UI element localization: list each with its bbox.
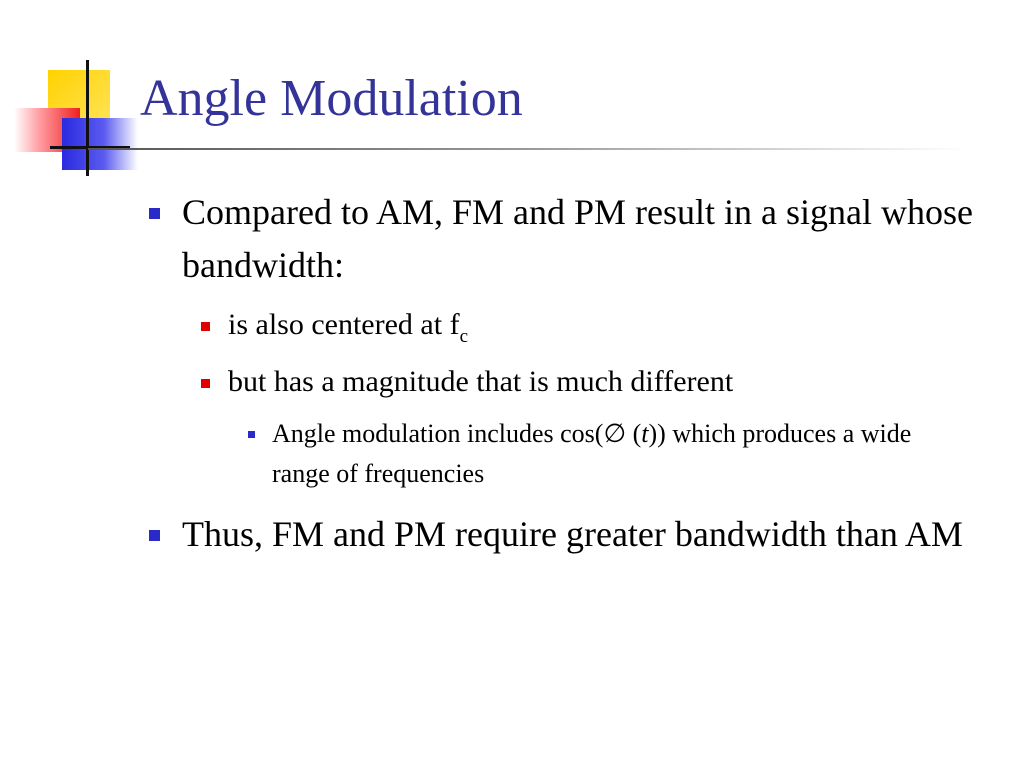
square-bullet-icon: [149, 208, 160, 219]
bullet-text-part-c: )) which produces a wide range of frequencies: [272, 419, 912, 488]
bullet-magnitude-different: [228, 362, 968, 402]
bullet-text: Thus, FM and PM require greater bandwidth than AM: [182, 514, 963, 554]
title-underline: [88, 148, 968, 150]
decorative-logo: [0, 0, 150, 190]
bullet-text-part-a: Angle modulation includes cos(: [272, 419, 604, 448]
bullet-angle-modulation-includes: [272, 414, 932, 494]
bullet-centered-at-fc: [228, 305, 968, 357]
bullet-text: is also centered at f: [228, 308, 460, 341]
vertical-line-decoration: [86, 60, 89, 176]
bullet-text: but has a magnitude that is much different: [228, 365, 734, 398]
square-bullet-icon: [201, 379, 210, 388]
slide-title: Angle Modulation: [140, 70, 523, 127]
bullet-compared-to-am: [182, 186, 982, 292]
subscript-c: c: [459, 326, 468, 347]
blue-square-decoration: [62, 118, 138, 170]
empty-set-symbol: ∅: [603, 419, 627, 448]
bullet-thus-fm-pm: [182, 508, 982, 561]
square-bullet-icon: [248, 431, 255, 438]
bullet-text: Compared to AM, FM and PM result in a signal whose bandwidth:: [182, 192, 973, 285]
square-bullet-icon: [149, 530, 160, 541]
variable-t: t: [641, 419, 649, 448]
square-bullet-icon: [201, 322, 210, 331]
bullet-text-part-b: (: [626, 419, 642, 448]
